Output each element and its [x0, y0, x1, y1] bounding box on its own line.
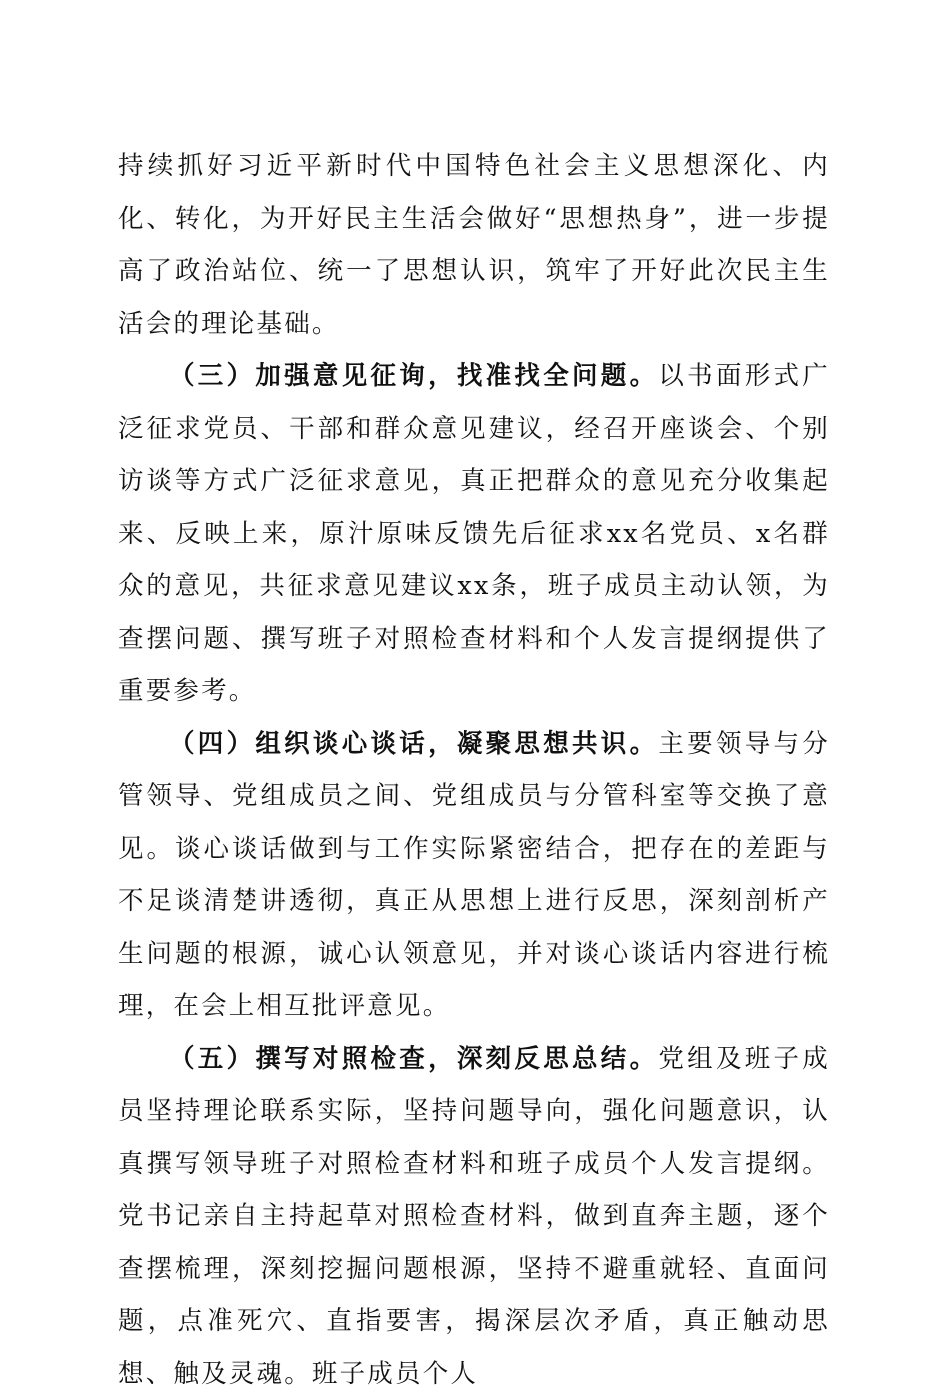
paragraph-text: 持续抓好习近平新时代中国特色社会主义思想深化、内化、转化，为开好民主生活会做好“思想热身”，进一步提高了政治站位、统一了思想认识，筑牢了开好此次民主生活会的理论基础。 — [118, 151, 830, 339]
paragraph-text: 主要领导与分管领导、党组成员之间、党组成员与分管科室等交换了意见。谈心谈话做到与工作实际紧密结合，把存在的差距与不足谈清楚讲透彻，真正从思想上进行反思，深刻剖析产生问题的根源，诚心认领意见，并对谈心谈话内容进行梳理，在会上相互批评意见。 — [118, 729, 830, 1022]
section-heading: （五）撰写对照检查，深刻反思总结。 — [169, 1044, 658, 1074]
paragraph-continuation — [118, 140, 830, 350]
section-heading: （四）组织谈心谈话，凝聚思想共识。 — [169, 729, 658, 759]
paragraph-section-3 — [118, 350, 830, 718]
paragraph-text: 以书面形式广泛征求党员、干部和群众意见建议，经召开座谈会、个别访谈等方式广泛征求意见，真正把群众的意见充分收集起来、反映上来，原汁原味反馈先后征求xx名党员、x名群众的意见，共征求意见建议xx条，班子成员主动认领，为查摆问题、撰写班子对照检查材料和个人发言提纲提供了重要参考。 — [118, 361, 830, 706]
document-body — [118, 140, 830, 1400]
section-heading: （三）加强意见征询，找准找全问题。 — [169, 361, 658, 391]
paragraph-section-5 — [118, 1033, 830, 1400]
paragraph-text: 党组及班子成员坚持理论联系实际，坚持问题导向，强化问题意识，认真撰写领导班子对照检查材料和班子成员个人发言提纲。党书记亲自主持起草对照检查材料，做到直奔主题，逐个查摆梳理，深刻挖掘问题根源，坚持不避重就轻、直面问题，点准死穴、直指要害，揭深层次矛盾，真正触动思想、触及灵魂。班子成员个人 — [118, 1044, 830, 1389]
paragraph-section-4 — [118, 718, 830, 1033]
